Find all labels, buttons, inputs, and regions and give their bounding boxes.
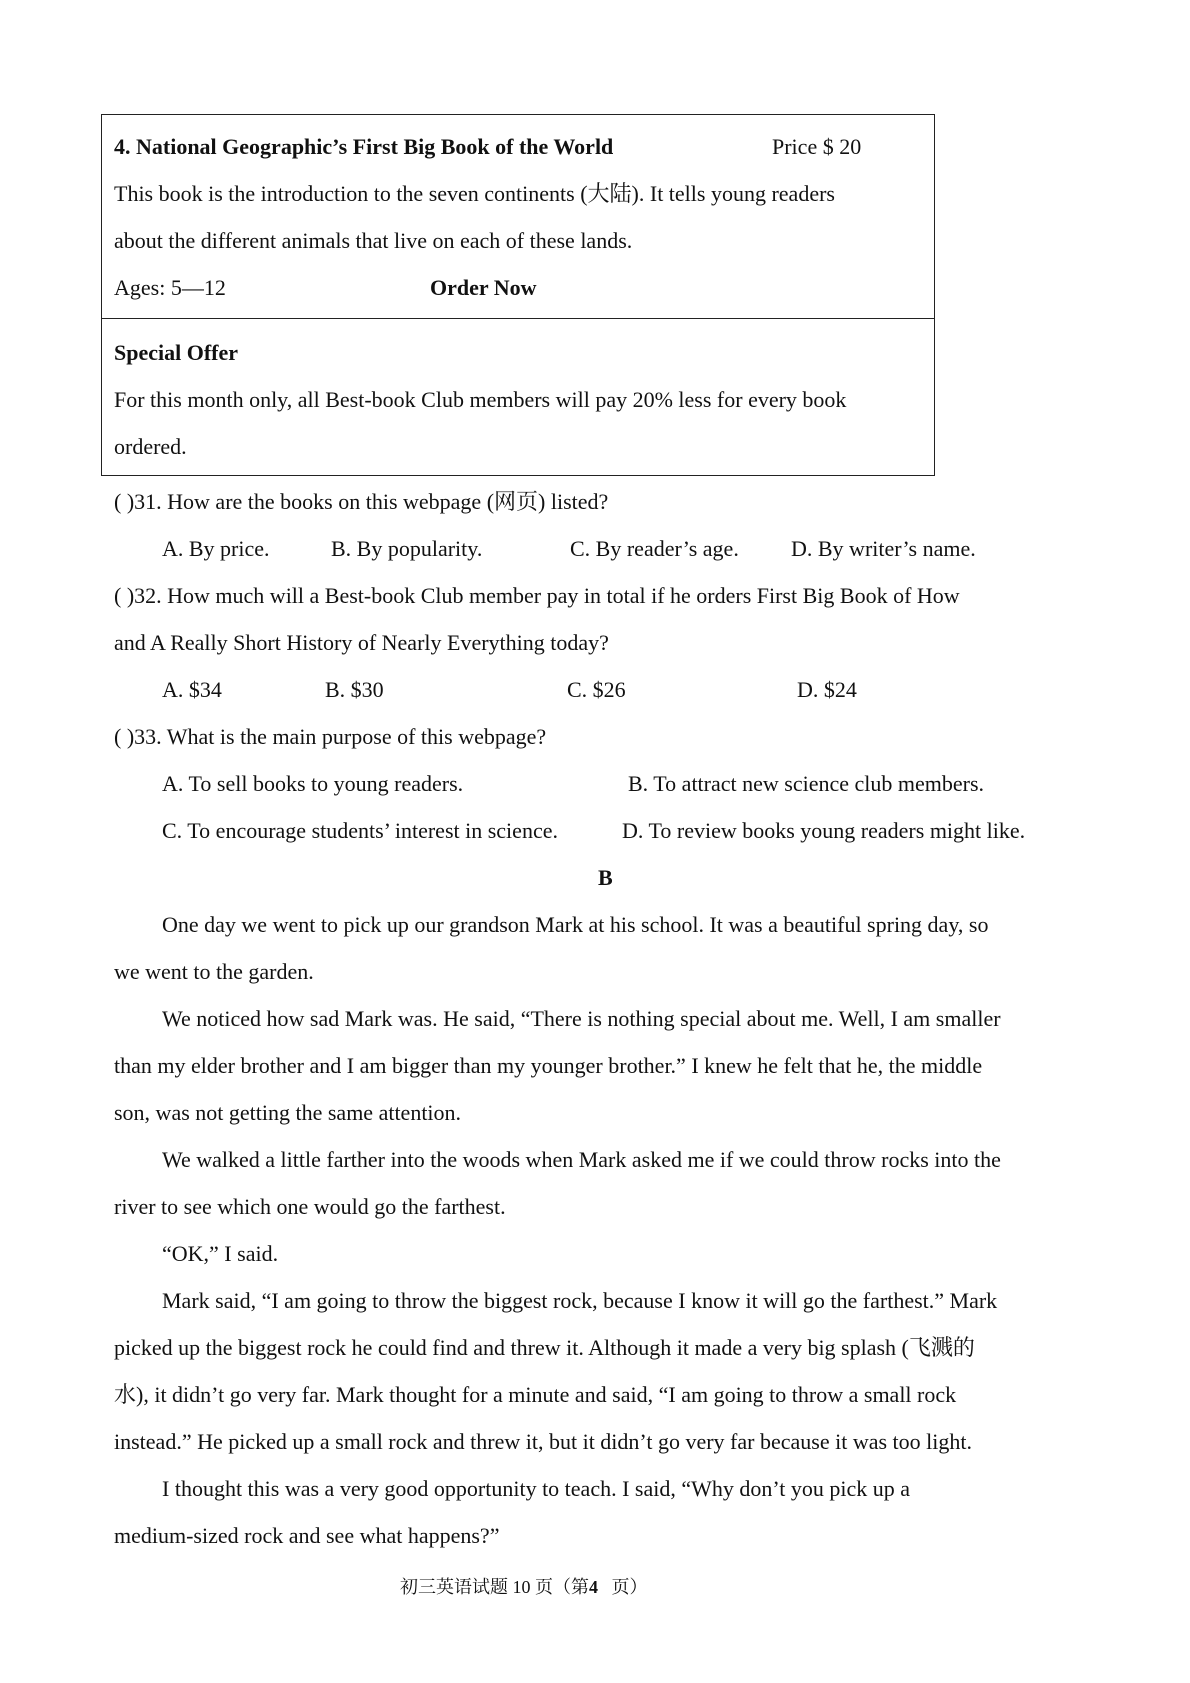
passage-line: son, was not getting the same attention.: [114, 1100, 462, 1125]
footer-page-number: 4: [589, 1577, 598, 1597]
passage-line: One day we went to pick up our grandson Mark at his school. It was a beautiful spring day, so: [162, 912, 989, 937]
q31-option-d: D. By writer’s name.: [791, 536, 976, 561]
passage-line: instead.” He picked up a small rock and threw it, but it didn’t go very far because it was too light.: [114, 1429, 972, 1454]
q31-option-c: C. By reader’s age.: [570, 536, 739, 561]
offer-line2: ordered.: [114, 434, 187, 459]
q32-option-a: A. $34: [162, 677, 222, 702]
passage-line: than my elder brother and I am bigger than my younger brother.” I knew he felt that he, the middle: [114, 1053, 983, 1078]
passage-line: 水), it didn’t go very far. Mark thought for a minute and said, “I am going to throw a small rock: [114, 1382, 957, 1407]
book-price: Price $ 20: [772, 134, 862, 159]
passage-line: We noticed how sad Mark was. He said, “There is nothing special about me. Well, I am smaller: [162, 1006, 1001, 1031]
book-title: 4. National Geographic’s First Big Book of the World: [114, 134, 614, 159]
page-footer: [400, 1578, 648, 1596]
q32-option-d: D. $24: [797, 677, 857, 702]
passage-line: river to see which one would go the farthest.: [114, 1194, 506, 1219]
footer-text: 初三英语试题 10 页（第: [400, 1577, 589, 1597]
passage-line: Mark said, “I am going to throw the biggest rock, because I know it will go the farthest.” Mark: [162, 1288, 998, 1313]
order-now-link[interactable]: Order Now: [430, 275, 537, 300]
q32-option-c: C. $26: [567, 677, 626, 702]
passage-line: I thought this was a very good opportunity to teach. I said, “Why don’t you pick up a: [162, 1476, 911, 1501]
book-desc-line2: about the different animals that live on each of these lands.: [114, 228, 633, 253]
q32-option-b: B. $30: [325, 677, 384, 702]
box-divider: [101, 318, 935, 319]
section-b-heading: B: [598, 865, 613, 890]
offer-title: Special Offer: [114, 340, 239, 365]
passage-line: picked up the biggest rock he could find and threw it. Although it made a very big splash (飞溅的: [114, 1335, 975, 1360]
q31-option-b: B. By popularity.: [331, 536, 483, 561]
question-33-stem: ( )33. What is the main purpose of this webpage?: [114, 724, 547, 749]
question-32-stem-line2: and A Really Short History of Nearly Everything today?: [114, 630, 609, 655]
q33-option-c: C. To encourage students’ interest in science.: [162, 818, 558, 843]
question-31-stem: ( )31. How are the books on this webpage (网页) listed?: [114, 489, 609, 514]
passage-line: medium-sized rock and see what happens?”: [114, 1523, 500, 1548]
question-32-stem-line1: ( )32. How much will a Best-book Club member pay in total if he orders First Big Book of How: [114, 583, 960, 608]
q31-option-a: A. By price.: [162, 536, 270, 561]
q33-option-a: A. To sell books to young readers.: [162, 771, 464, 796]
footer-end: 页）: [598, 1577, 648, 1597]
q33-option-b: B. To attract new science club members.: [628, 771, 985, 796]
passage-line: We walked a little farther into the woods when Mark asked me if we could throw rocks into the: [162, 1147, 1001, 1172]
passage-line: we went to the garden.: [114, 959, 314, 984]
offer-line1: For this month only, all Best-book Club members will pay 20% less for every book: [114, 387, 847, 412]
q33-option-d: D. To review books young readers might like.: [622, 818, 1026, 843]
book-desc-line1: This book is the introduction to the seven continents (大陆). It tells young readers: [114, 181, 835, 206]
book-ages: Ages: 5—12: [114, 275, 226, 300]
passage-line: “OK,” I said.: [162, 1241, 279, 1266]
